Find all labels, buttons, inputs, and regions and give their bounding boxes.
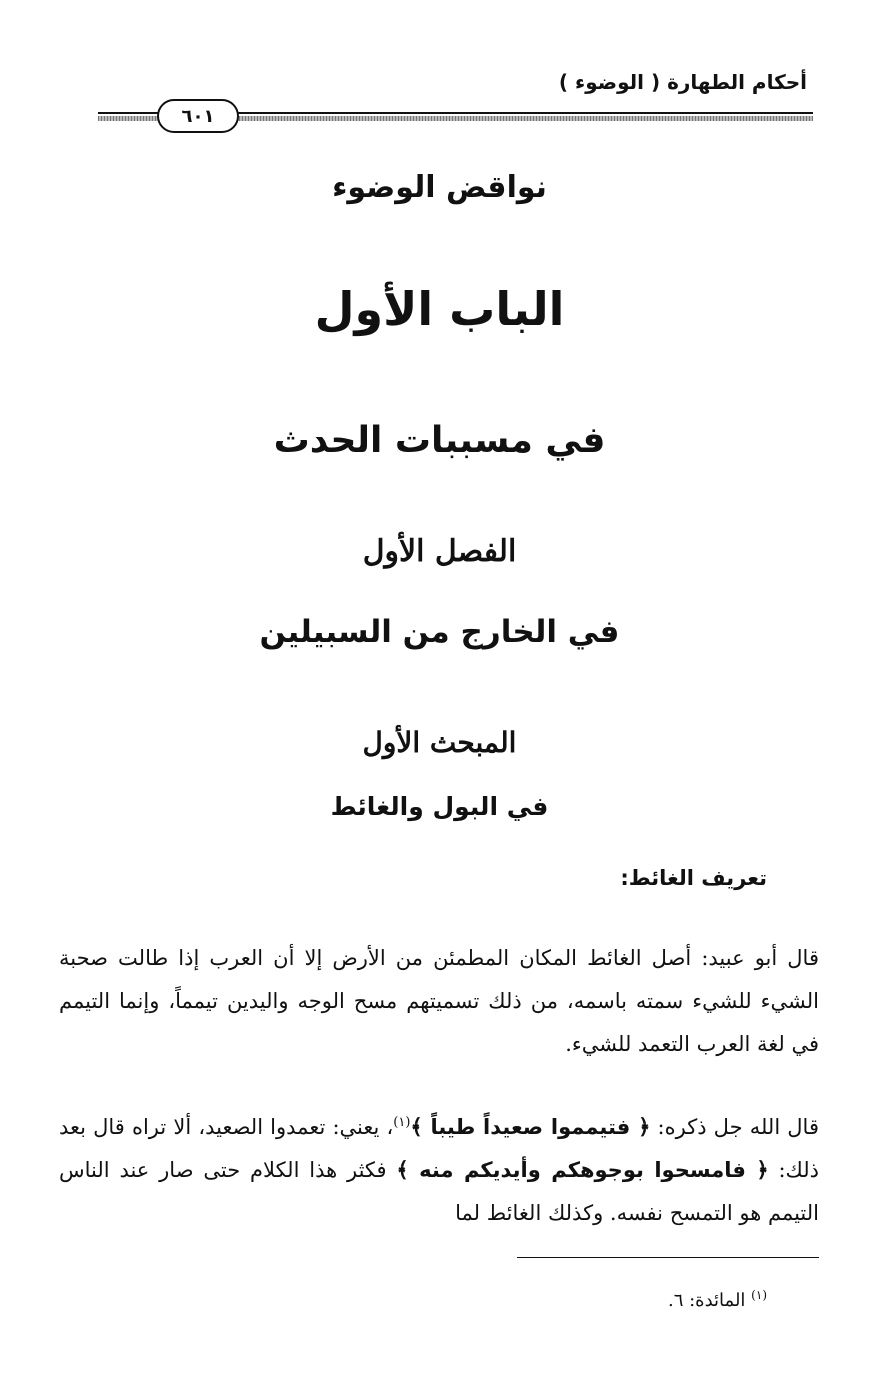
footnote bbox=[668, 1288, 767, 1311]
heading-fasl: الفصل الأول bbox=[362, 534, 517, 569]
footnote-text: المائدة: ٦. bbox=[667, 1290, 746, 1311]
section-title: تعريف الغائط: bbox=[620, 866, 767, 890]
heading-kharij: في الخارج من السبيلين bbox=[259, 614, 620, 650]
footnote-rule bbox=[517, 1257, 819, 1258]
paragraph-2-middle: ، يعني: تعمدوا الصعيد، ألا تراه قال بعد ذلك: bbox=[59, 1115, 819, 1182]
paragraph-2 bbox=[59, 1101, 819, 1235]
quran-verse-2: ﴿ فامسحوا بوجوهكم وأيديكم منه ﴾ bbox=[396, 1158, 769, 1182]
paragraph-2-intro: قال الله جل ذكره: bbox=[650, 1115, 819, 1139]
page-number-badge bbox=[157, 99, 239, 133]
heading-bab: الباب الأول bbox=[314, 282, 565, 336]
paragraph-1: قال أبو عبيد: أصل الغائط المكان المطمئن من الأرض إلا أن العرب إذا طالت صحبة الشيء للشيء سمته باسمه، من ذلك تسميتهم مسح الوجه واليدين تيمماً، وإنما التيمم في لغة العرب التعمد للشيء. bbox=[59, 946, 819, 1056]
page-number: ٦٠١ bbox=[181, 105, 215, 127]
quran-verse-1: ﴿ فتيمموا صعيداً طيباً ﴾ bbox=[410, 1115, 651, 1139]
heading-nawaqid: نواقض الوضوء bbox=[332, 170, 547, 205]
running-header-title: أحكام الطهارة ( الوضوء ) bbox=[558, 70, 807, 94]
heading-musabbibat: في مسببات الحدث bbox=[273, 420, 606, 461]
heading-bawl: في البول والغائط bbox=[330, 792, 549, 821]
footnote-reference: (١) bbox=[393, 1115, 411, 1130]
paragraph-2-end: فكثر هذا الكلام حتى صار عند الناس التيمم هو التمسح نفسه. وكذلك الغائط لما bbox=[59, 1158, 819, 1225]
heading-mabhath: المبحث الأول bbox=[362, 726, 517, 759]
footnote-marker: (١) bbox=[751, 1288, 767, 1302]
